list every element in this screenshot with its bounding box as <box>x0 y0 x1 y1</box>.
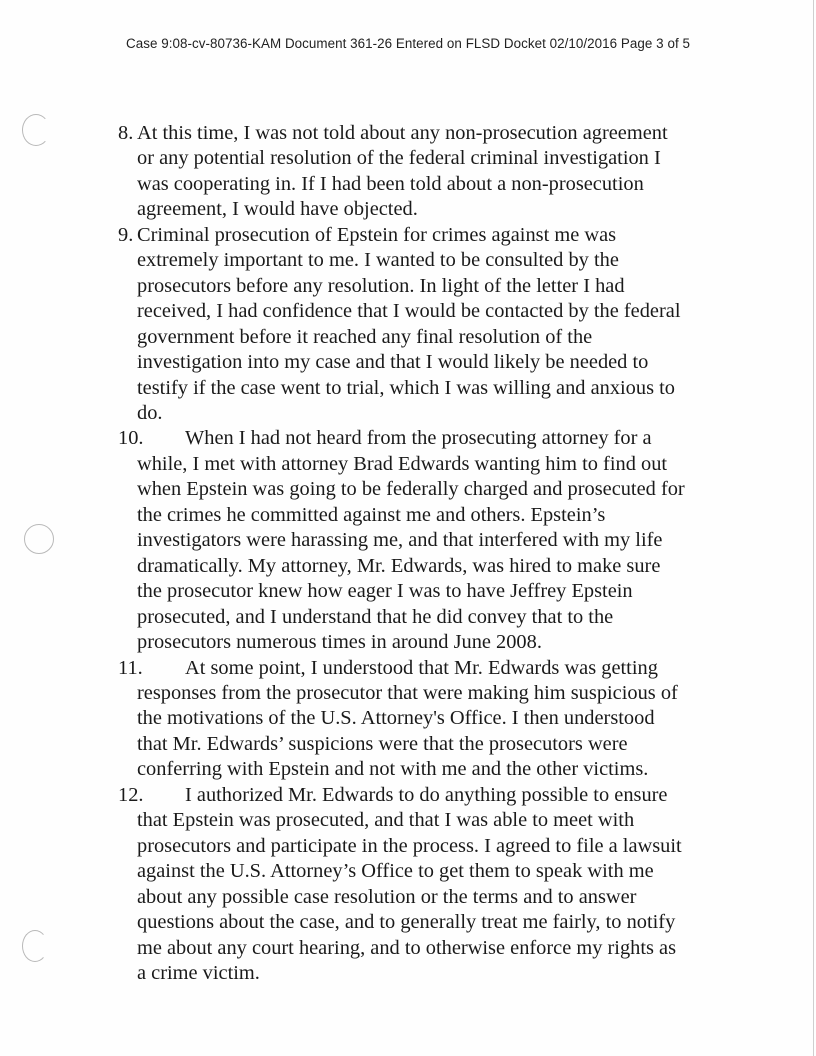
paragraph-line: agreement, I would have objected. <box>137 198 418 221</box>
paragraph-line: the crimes he committed against me and others. Epstein’s <box>137 503 606 526</box>
paragraph-line: that Mr. Edwards’ suspicions were that the prosecutors were <box>137 732 628 755</box>
paragraph-line: At this time, I was not told about any non-prosecution agreement <box>137 122 668 144</box>
paragraph-line: When I had not heard from the prosecuting attorney for a <box>185 427 652 450</box>
paragraph-number: 9. <box>118 223 134 246</box>
paragraph-11 <box>118 656 728 783</box>
docket-header: Case 9:08-cv-80736-KAM Document 361-26 Entered on FLSD Docket 02/10/2016 Page 3 of 5 <box>126 36 690 51</box>
paragraph-line: Criminal prosecution of Epstein for crimes against me was <box>137 223 617 246</box>
page-edge <box>813 0 814 1056</box>
paragraph-line: extremely important to me. I wanted to be consulted by the <box>137 249 619 272</box>
paragraph-line: when Epstein was going to be federally charged and prosecuted for <box>137 478 685 501</box>
paragraph-line: was cooperating in. If I had been told about a non-prosecution <box>137 172 644 195</box>
paragraph-line: government before it reached any final resolution of the <box>137 325 593 348</box>
paragraph-line: At some point, I understood that Mr. Edwards was getting <box>185 656 658 679</box>
paragraph-line: a crime victim. <box>137 961 260 984</box>
paragraph-8 <box>118 121 728 223</box>
paragraph-line: investigators were harassing me, and that interfered with my life <box>137 529 663 552</box>
paragraph-line: while, I met with attorney Brad Edwards wanting him to find out <box>137 452 668 475</box>
paragraph-9 <box>118 223 728 427</box>
paragraph-line: me about any court hearing, and to otherwise enforce my rights as <box>137 936 677 959</box>
paragraph-12 <box>118 783 728 987</box>
paragraph-number: 8. <box>118 122 134 144</box>
paragraph-line: the motivations of the U.S. Attorney's Office. I then understood <box>137 707 655 730</box>
paragraph-line: conferring with Epstein and not with me and the other victims. <box>137 758 649 781</box>
paragraph-number: 12. <box>118 783 144 806</box>
paragraph-line: responses from the prosecutor that were making him suspicious of <box>137 681 678 704</box>
paragraph-line: prosecutors numerous times in around June 2008. <box>137 631 542 654</box>
paragraph-line: do. <box>137 401 163 424</box>
document-body <box>118 121 728 986</box>
paragraph-line: or any potential resolution of the federal criminal investigation I <box>137 147 661 170</box>
paragraph-line: questions about the case, and to generally treat me fairly, to notify <box>137 911 676 934</box>
paragraph-10 <box>118 426 728 655</box>
paragraph-number: 10. <box>118 427 144 450</box>
punch-hole-bottom <box>22 930 48 962</box>
paragraph-line: the prosecutor knew how eager I was to have Jeffrey Epstein <box>137 580 633 603</box>
punch-hole-top <box>22 114 50 146</box>
paragraph-line: prosecutors before any resolution. In light of the letter I had <box>137 274 625 297</box>
punch-hole-middle <box>24 524 54 554</box>
paragraph-line: I authorized Mr. Edwards to do anything possible to ensure <box>185 783 668 806</box>
paragraph-line: received, I had confidence that I would be contacted by the federal <box>137 300 681 323</box>
paragraph-line: against the U.S. Attorney’s Office to get them to speak with me <box>137 860 654 883</box>
paragraph-line: that Epstein was prosecuted, and that I was able to meet with <box>137 809 635 832</box>
paragraph-line: investigation into my case and that I would likely be needed to <box>137 351 649 374</box>
paragraph-line: testify if the case went to trial, which I was willing and anxious to <box>137 376 675 399</box>
paragraph-number: 11. <box>118 656 143 679</box>
paragraph-line: about any possible case resolution or the terms and to answer <box>137 885 637 908</box>
paragraph-line: prosecutors and participate in the process. I agreed to file a lawsuit <box>137 834 682 857</box>
paragraph-line: dramatically. My attorney, Mr. Edwards, was hired to make sure <box>137 554 661 577</box>
paragraph-line: prosecuted, and I understand that he did convey that to the <box>137 605 614 628</box>
